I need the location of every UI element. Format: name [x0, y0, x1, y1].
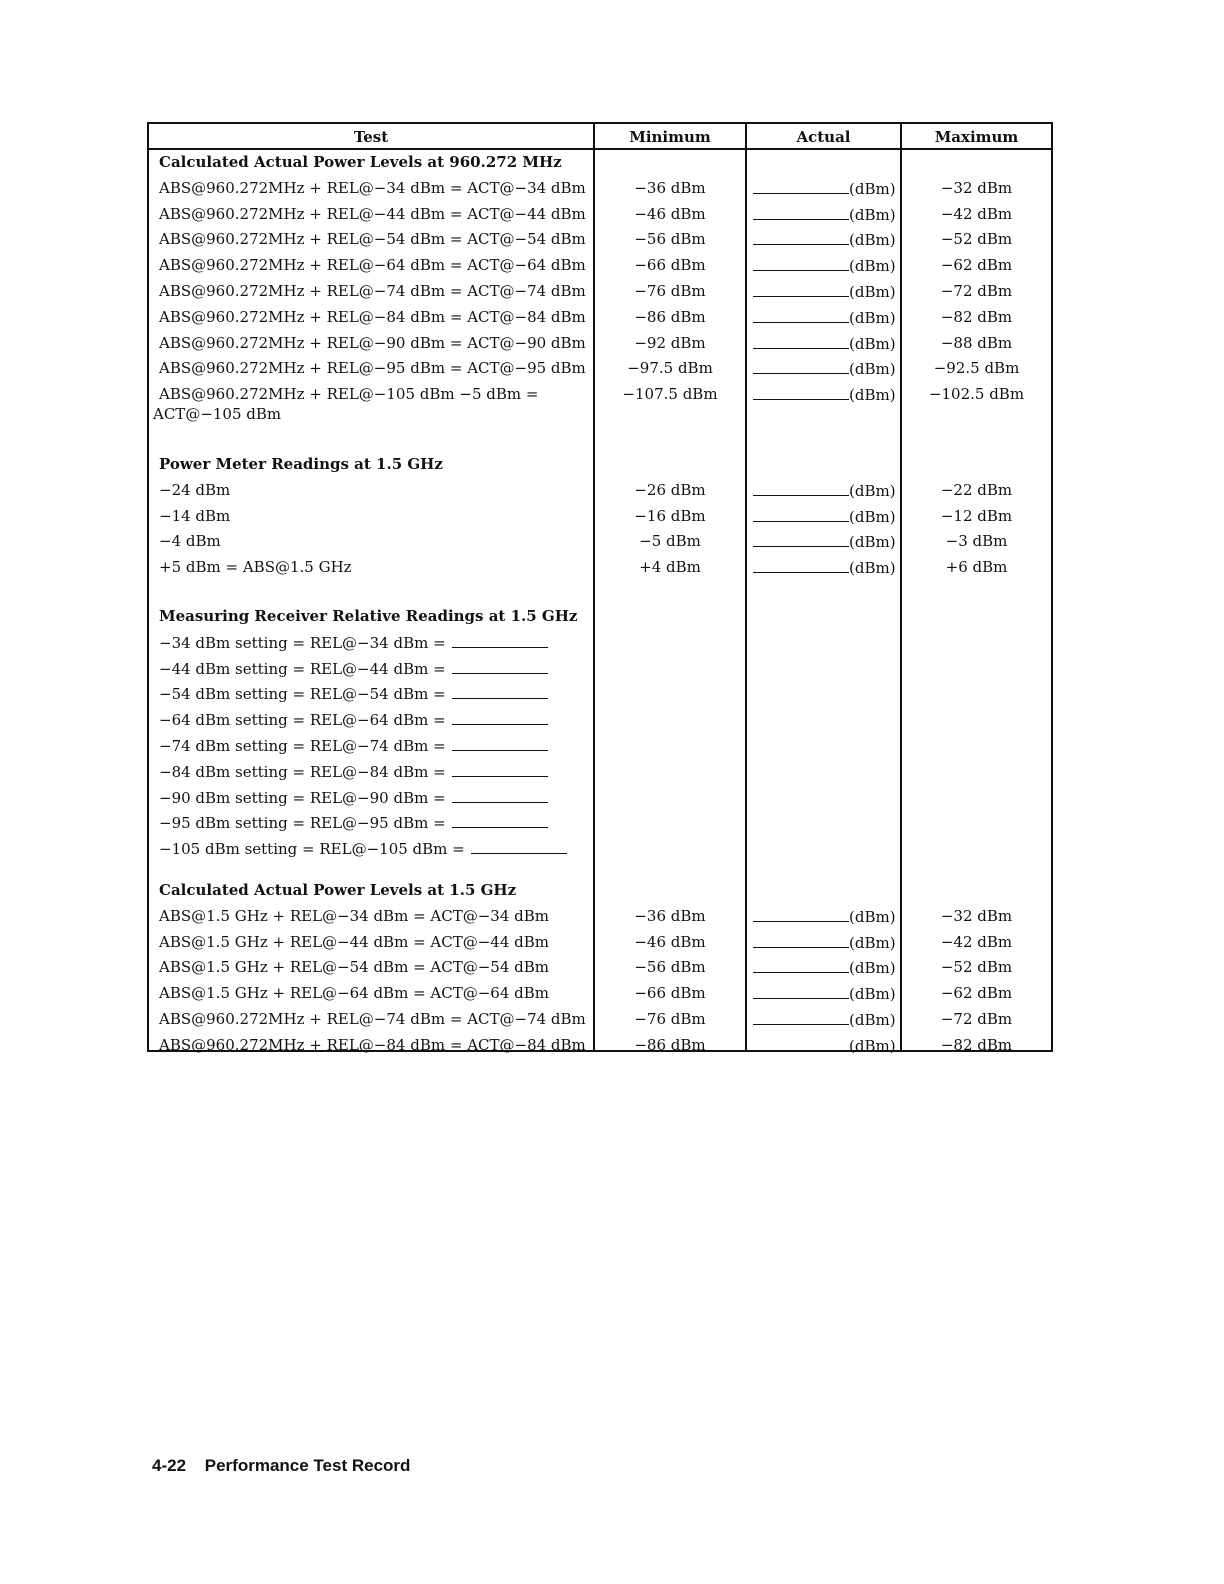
test-description — [159, 531, 593, 551]
actual-value-blank[interactable] — [753, 531, 849, 547]
minimum-value: −86 dBm — [634, 307, 706, 326]
maximum-value: −32 dBm — [940, 178, 1013, 197]
maximum-value: −72 dBm — [940, 282, 1013, 300]
test-description-text: ABS@960.272MHz + REL@−64 dBm = ACT@−64 dBm — [159, 256, 586, 275]
unit-label: (dBm) — [849, 179, 896, 198]
relative-reading-blank[interactable] — [452, 683, 548, 699]
maximum-value: −88 dBm — [940, 333, 1013, 352]
test-description — [159, 957, 593, 977]
minimum-value: −86 dBm — [634, 1035, 706, 1054]
actual-entry[interactable] — [753, 281, 896, 302]
test-description — [159, 735, 593, 756]
footer-title: Performance Test Record — [204, 1456, 411, 1475]
test-description — [159, 281, 593, 301]
test-description — [159, 229, 593, 249]
test-description-line2: ACT@−105 dBm — [153, 405, 282, 424]
actual-entry[interactable] — [753, 557, 896, 578]
test-description — [159, 557, 593, 577]
actual-entry[interactable] — [753, 178, 896, 199]
test-description-text: −64 dBm setting = REL@−64 dBm = — [159, 711, 446, 730]
maximum-value: −102.5 dBm — [928, 385, 1025, 404]
test-description-text: ABS@960.272MHz + REL@−74 dBm = ACT@−74 dBm — [159, 282, 586, 300]
minimum-value: −46 dBm — [634, 932, 706, 951]
header-maximum: Maximum — [900, 124, 1051, 150]
actual-value-blank[interactable] — [753, 384, 849, 400]
page-number: 4-22 — [152, 1456, 187, 1475]
actual-value-blank[interactable] — [753, 229, 849, 245]
maximum-value: −62 dBm — [940, 984, 1013, 1003]
test-description — [159, 983, 593, 1003]
test-description — [159, 358, 593, 378]
unit-label: (dBm) — [849, 231, 896, 250]
unit-label: (dBm) — [849, 559, 896, 578]
unit-label: (dBm) — [849, 334, 896, 353]
test-description-text: ABS@960.272MHz + REL@−84 dBm = ACT@−84 dBm — [159, 1035, 586, 1054]
actual-entry[interactable] — [753, 957, 896, 978]
test-description — [159, 178, 593, 198]
test-description-text: ABS@960.272MHz + REL@−34 dBm = ACT@−34 dBm — [159, 178, 586, 197]
test-description-line1: ABS@960.272MHz + REL@−105 dBm −5 dBm = — [159, 385, 539, 404]
relative-reading-blank[interactable] — [452, 787, 548, 803]
actual-value-blank[interactable] — [753, 178, 849, 194]
actual-value-blank[interactable] — [753, 281, 849, 297]
relative-reading-blank[interactable] — [452, 709, 548, 725]
actual-entry[interactable] — [753, 333, 896, 354]
unit-label: (dBm) — [849, 933, 896, 952]
test-description — [159, 658, 593, 679]
actual-entry[interactable] — [753, 932, 896, 953]
unit-label: (dBm) — [849, 1036, 896, 1055]
actual-value-blank[interactable] — [753, 255, 849, 271]
actual-value-blank[interactable] — [753, 906, 849, 922]
test-description — [159, 1009, 593, 1029]
maximum-value: −92.5 dBm — [933, 359, 1020, 378]
unit-label: (dBm) — [849, 386, 896, 405]
maximum-value: −42 dBm — [940, 932, 1013, 951]
actual-value-blank[interactable] — [753, 957, 849, 973]
test-description — [159, 333, 593, 353]
unit-label: (dBm) — [849, 507, 896, 526]
actual-entry[interactable] — [753, 1009, 896, 1030]
test-description-text: ABS@960.272MHz + REL@−84 dBm = ACT@−84 dBm — [159, 307, 586, 326]
maximum-value: −52 dBm — [940, 958, 1013, 977]
unit-label: (dBm) — [849, 283, 896, 301]
header-test: Test — [149, 124, 593, 150]
actual-entry[interactable] — [753, 255, 896, 276]
test-description-text: ABS@960.272MHz + REL@−44 dBm = ACT@−44 dBm — [159, 204, 586, 223]
actual-entry[interactable] — [753, 906, 896, 927]
unit-label: (dBm) — [849, 1011, 896, 1029]
actual-entry[interactable] — [753, 358, 896, 379]
header-actual: Actual — [745, 124, 900, 150]
maximum-value: −3 dBm — [945, 532, 1008, 551]
test-description-text: −84 dBm setting = REL@−84 dBm = — [159, 762, 446, 781]
minimum-column — [593, 150, 745, 1054]
test-description-text: −44 dBm setting = REL@−44 dBm = — [159, 659, 446, 678]
relative-reading-blank[interactable] — [471, 838, 567, 854]
unit-label: (dBm) — [849, 360, 896, 379]
maximum-column — [900, 150, 1051, 1054]
test-description — [159, 932, 593, 952]
actual-entry[interactable] — [753, 204, 896, 225]
test-description-text: ABS@960.272MHz + REL@−54 dBm = ACT@−54 dBm — [159, 230, 586, 249]
minimum-value: −36 dBm — [634, 178, 706, 197]
section-title: Calculated Actual Power Levels at 1.5 GHz — [159, 881, 517, 899]
test-description — [159, 307, 593, 327]
test-description-text: ABS@960.272MHz + REL@−95 dBm = ACT@−95 dBm — [159, 359, 586, 378]
test-description-text: ABS@1.5 GHz + REL@−44 dBm = ACT@−44 dBm — [159, 932, 549, 951]
actual-entry[interactable] — [753, 229, 896, 250]
maximum-value: −32 dBm — [940, 906, 1013, 925]
test-description — [159, 506, 593, 526]
unit-label: (dBm) — [849, 907, 896, 926]
minimum-value: −92 dBm — [634, 333, 706, 352]
actual-value-blank[interactable] — [753, 307, 849, 323]
test-description — [159, 709, 593, 730]
test-description — [159, 787, 593, 808]
minimum-value: −66 dBm — [634, 984, 706, 1003]
test-description — [159, 761, 593, 782]
test-description-text: ABS@1.5 GHz + REL@−64 dBm = ACT@−64 dBm — [159, 984, 549, 1003]
test-description-text: −24 dBm — [159, 480, 231, 499]
test-description — [153, 384, 593, 424]
actual-entry[interactable] — [753, 531, 896, 552]
test-description-text: −4 dBm — [159, 532, 221, 551]
test-description — [159, 1035, 593, 1055]
test-description-text: −95 dBm setting = REL@−95 dBm = — [159, 814, 446, 833]
minimum-value: −97.5 dBm — [627, 359, 713, 378]
actual-value-blank[interactable] — [753, 506, 849, 522]
actual-entry[interactable] — [753, 307, 896, 328]
relative-reading-blank[interactable] — [452, 735, 548, 751]
maximum-value: −72 dBm — [940, 1010, 1013, 1028]
minimum-value: −5 dBm — [639, 532, 701, 551]
unit-label: (dBm) — [849, 205, 896, 224]
test-description — [159, 906, 593, 926]
performance-test-record-table — [147, 122, 1053, 1055]
test-description-text: −90 dBm setting = REL@−90 dBm = — [159, 788, 446, 807]
minimum-value: −107.5 dBm — [622, 385, 718, 404]
relative-reading-blank[interactable] — [452, 632, 548, 648]
section-title: Power Meter Readings at 1.5 GHz — [159, 455, 443, 473]
test-description-text: −14 dBm — [159, 506, 231, 525]
actual-value-blank[interactable] — [753, 1009, 849, 1025]
actual-value-blank[interactable] — [753, 358, 849, 374]
actual-value-blank[interactable] — [753, 983, 849, 999]
test-description — [159, 480, 593, 500]
test-description-text: ABS@1.5 GHz + REL@−54 dBm = ACT@−54 dBm — [159, 958, 549, 977]
actual-entry[interactable] — [753, 983, 896, 1004]
actual-entry[interactable] — [753, 384, 896, 405]
test-description — [159, 255, 593, 275]
unit-label: (dBm) — [849, 308, 896, 327]
maximum-value: −82 dBm — [940, 1035, 1013, 1054]
unit-label: (dBm) — [849, 985, 896, 1004]
test-description-text: −74 dBm setting = REL@−74 dBm = — [159, 737, 446, 755]
maximum-value: −12 dBm — [940, 506, 1013, 525]
maximum-value: +6 dBm — [945, 558, 1008, 577]
test-description — [159, 812, 593, 833]
minimum-value: −16 dBm — [634, 506, 706, 525]
test-description — [159, 204, 593, 224]
actual-value-blank[interactable] — [753, 1035, 849, 1051]
test-description-text: −34 dBm setting = REL@−34 dBm = — [159, 633, 446, 652]
relative-reading-blank[interactable] — [452, 658, 548, 674]
minimum-value: −26 dBm — [634, 480, 706, 499]
actual-value-blank[interactable] — [753, 932, 849, 948]
unit-label: (dBm) — [849, 533, 896, 552]
test-description-text: +5 dBm = ABS@1.5 GHz — [159, 558, 352, 577]
test-description-text: ABS@960.272MHz + REL@−90 dBm = ACT@−90 dBm — [159, 333, 586, 352]
test-description — [159, 683, 593, 704]
minimum-value: −76 dBm — [634, 282, 706, 300]
test-description-text: ABS@960.272MHz + REL@−74 dBm = ACT@−74 dBm — [159, 1010, 586, 1028]
actual-value-blank[interactable] — [753, 204, 849, 220]
actual-entry[interactable] — [753, 506, 896, 527]
actual-value-blank[interactable] — [753, 333, 849, 349]
minimum-value: −76 dBm — [634, 1010, 706, 1028]
maximum-value: −62 dBm — [940, 256, 1013, 275]
actual-column — [745, 150, 900, 1055]
minimum-value: −56 dBm — [634, 230, 706, 249]
minimum-value: −66 dBm — [634, 256, 706, 275]
test-description — [159, 632, 593, 653]
minimum-value: −36 dBm — [634, 906, 706, 925]
unit-label: (dBm) — [849, 257, 896, 276]
actual-entry[interactable] — [753, 1035, 896, 1056]
section-title: Measuring Receiver Relative Readings at 1.5 GHz — [159, 607, 578, 625]
actual-value-blank[interactable] — [753, 480, 849, 496]
header-minimum: Minimum — [593, 124, 745, 150]
maximum-value: −82 dBm — [940, 307, 1013, 326]
test-description-text: ABS@1.5 GHz + REL@−34 dBm = ACT@−34 dBm — [159, 906, 549, 925]
test-column — [149, 150, 593, 1054]
maximum-value: −42 dBm — [940, 204, 1013, 223]
test-description-text: −54 dBm setting = REL@−54 dBm = — [159, 685, 446, 704]
test-description — [159, 838, 593, 859]
test-description-text: −105 dBm setting = REL@−105 dBm = — [159, 840, 465, 859]
actual-entry[interactable] — [753, 480, 896, 501]
minimum-value: −56 dBm — [634, 958, 706, 977]
relative-reading-blank[interactable] — [452, 761, 548, 777]
page-footer — [152, 1456, 410, 1476]
minimum-value: +4 dBm — [639, 558, 701, 577]
unit-label: (dBm) — [849, 481, 896, 500]
unit-label: (dBm) — [849, 959, 896, 978]
maximum-value: −22 dBm — [940, 480, 1013, 499]
section-title: Calculated Actual Power Levels at 960.272 MHz — [159, 153, 562, 171]
maximum-value: −52 dBm — [940, 230, 1013, 249]
minimum-value: −46 dBm — [634, 204, 706, 223]
actual-value-blank[interactable] — [753, 557, 849, 573]
relative-reading-blank[interactable] — [452, 812, 548, 828]
